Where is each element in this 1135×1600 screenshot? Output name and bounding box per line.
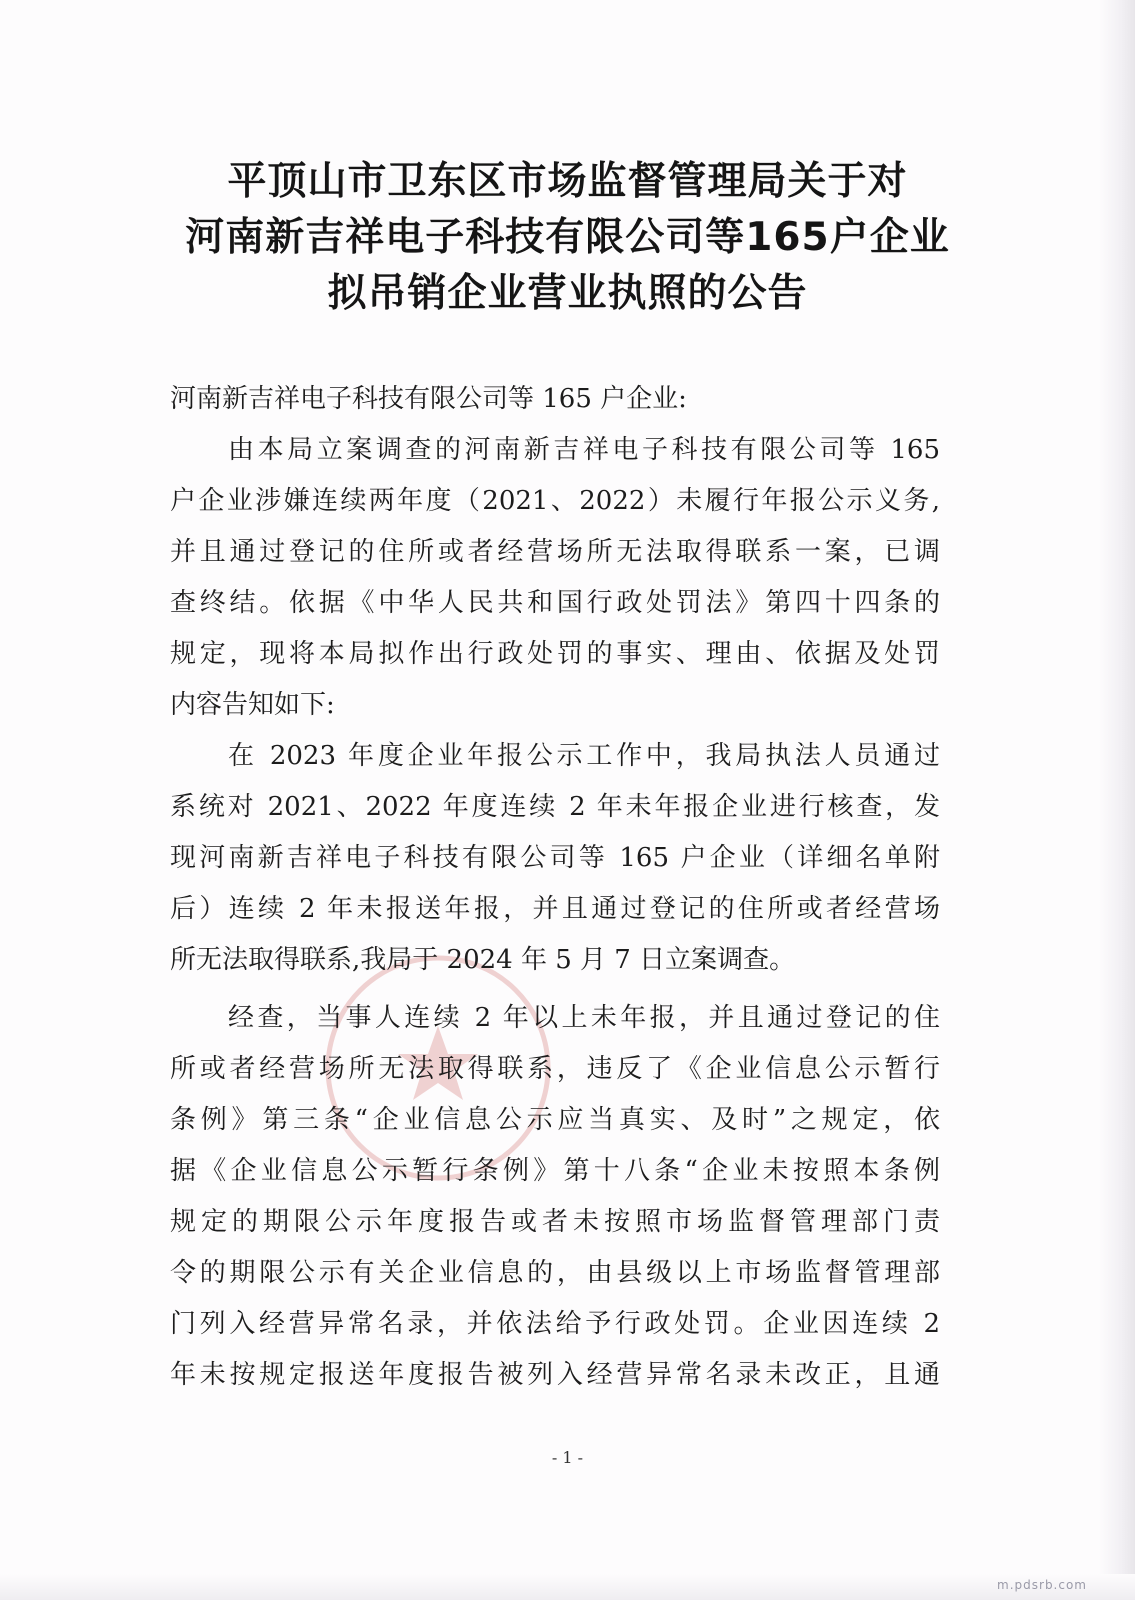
body-line: 现河南新吉祥电子科技有限公司等 165 户企业（详细名单附 (170, 843, 940, 873)
body-line: 所或者经营场所无法取得联系，违反了《企业信息公示暂行 (170, 1054, 940, 1084)
body-line: 经查，当事人连续 2 年以上未年报，并且通过登记的住 (228, 1003, 940, 1033)
body-line: 由本局立案调查的河南新吉祥电子科技有限公司等 165 (228, 435, 940, 465)
body-line: 所无法取得联系,我局于 2024 年 5 月 7 日立案调查。 (170, 945, 796, 975)
body-line: 后）连续 2 年未报送年报，并且通过登记的住所或者经营场 (170, 894, 940, 924)
body-line: 条例》第三条“企业信息公示应当真实、及时”之规定，依 (170, 1105, 940, 1135)
body-line: 规定的期限公示年度报告或者未按照市场监督管理部门责 (170, 1207, 940, 1237)
scan-bottom-shadow (0, 1574, 1135, 1600)
document-title-line-3: 拟吊销企业营业执照的公告 (327, 271, 808, 316)
body-line: 并且通过登记的住所或者经营场所无法取得联系一案，已调 (170, 537, 940, 567)
body-line: 规定，现将本局拟作出行政处罚的事实、理由、依据及处罚 (170, 639, 940, 669)
document-title-line-2: 河南新吉祥电子科技有限公司等165户企业 (185, 215, 950, 260)
body-line: 年未按规定报送年度报告被列入经营异常名录未改正，且通 (170, 1360, 940, 1390)
body-line: 据《企业信息公示暂行条例》第十八条“企业未按照本条例 (170, 1156, 940, 1186)
document-title-line-1: 平顶山市卫东区市场监督管理局关于对 (227, 159, 908, 204)
site-watermark: m.pdsrb.com (997, 1578, 1087, 1592)
body-line: 户企业涉嫌连续两年度（2021、2022）未履行年报公示义务, (170, 486, 940, 516)
addressee-line: 河南新吉祥电子科技有限公司等 165 户企业: (170, 384, 687, 414)
scan-edge-shadow (1099, 0, 1135, 1600)
page-number: - 1 - (551, 1448, 584, 1467)
body-line: 查终结。依据《中华人民共和国行政处罚法》第四十四条的 (170, 588, 940, 618)
body-line: 系统对 2021、2022 年度连续 2 年未年报企业进行核查，发 (170, 792, 940, 822)
body-line: 内容告知如下: (170, 690, 335, 720)
body-line: 在 2023 年度企业年报公示工作中，我局执法人员通过 (228, 741, 940, 771)
body-line: 门列入经营异常名录，并依法给予行政处罚。企业因连续 2 (170, 1309, 940, 1339)
body-line: 令的期限公示有关企业信息的，由县级以上市场监督管理部 (170, 1258, 940, 1288)
